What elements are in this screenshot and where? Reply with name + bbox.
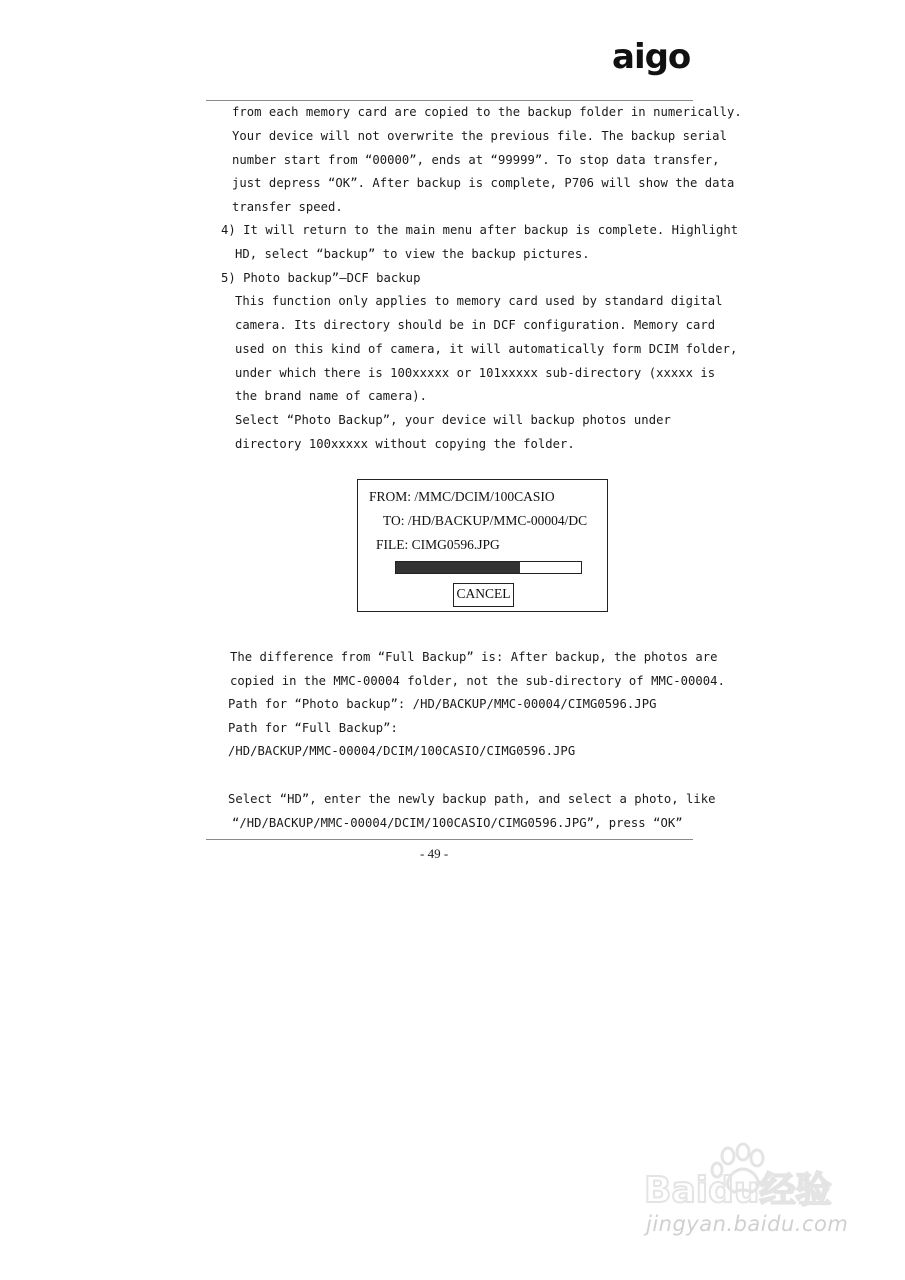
body-line-13: the brand name of camera). (235, 389, 428, 403)
body-line-2: Your device will not overwrite the previous file. The backup serial (232, 129, 727, 143)
lower-line-5: /HD/BACKUP/MMC-00004/DCIM/100CASIO/CIMG0596.JPG (228, 744, 576, 758)
body-line-3: number start from “00000”, ends at “99999”. To stop data transfer, (232, 153, 720, 167)
cancel-button[interactable]: CANCEL (453, 583, 514, 607)
dialog-from-path: FROM: /MMC/DCIM/100CASIO (369, 489, 555, 504)
body-line-9: This function only applies to memory card used by standard digital (235, 294, 723, 308)
aigo-logo-mark (610, 38, 696, 92)
baidu-brand-text: Baidu经验 (644, 1170, 832, 1211)
body-line-4: just depress “OK”. After backup is complete, P706 will show the data (232, 176, 735, 190)
lower-line-1: The difference from “Full Backup” is: After backup, the photos are (230, 650, 718, 664)
body-line-11: used on this kind of camera, it will automatically form DCIM folder, (235, 342, 738, 356)
body-line-14: Select “Photo Backup”, your device will backup photos under (235, 413, 671, 427)
body-line-8: 5) Photo backup”—DCF backup (221, 271, 421, 285)
lower-line-4: Path for “Full Backup”: (228, 721, 398, 735)
backup-dialog (357, 479, 608, 612)
lower-line-2: copied in the MMC-00004 folder, not the sub-directory of MMC-00004. (230, 674, 725, 688)
backup-progress-fill (396, 562, 520, 573)
dialog-to-path: TO: /HD/BACKUP/MMC-00004/DC (383, 513, 588, 528)
body-line-12: under which there is 100xxxxx or 101xxxxx sub-directory (xxxxx is (235, 366, 716, 380)
body-line-1: from each memory card are copied to the backup folder in numerically. (232, 105, 742, 119)
footer-rule (206, 839, 693, 840)
lower-line-3: Path for “Photo backup”: /HD/BACKUP/MMC-00004/CIMG0596.JPG (228, 697, 657, 711)
body-line-5: transfer speed. (232, 200, 343, 214)
backup-progress-bar (395, 561, 582, 574)
baidu-url-text: jingyan.baidu.com (646, 1212, 849, 1236)
aigo-logo-text: aigo (612, 38, 691, 77)
body-line-10: camera. Its directory should be in DCF configuration. Memory card (235, 318, 716, 332)
lower-line-6: Select “HD”, enter the newly backup path, and select a photo, like (228, 792, 716, 806)
lower-line-7: “/HD/BACKUP/MMC-00004/DCIM/100CASIO/CIMG0596.JPG”, press “OK” (232, 816, 683, 830)
dialog-file-name: FILE: CIMG0596.JPG (376, 537, 500, 552)
header-rule (206, 100, 693, 101)
body-line-15: directory 100xxxxx without copying the folder. (235, 437, 575, 451)
page-number: - 49 - (420, 846, 449, 861)
aigo-logo (610, 38, 696, 92)
body-line-7: HD, select “backup” to view the backup pictures. (235, 247, 590, 261)
body-line-6: 4) It will return to the main menu after backup is complete. Highlight (221, 223, 739, 237)
